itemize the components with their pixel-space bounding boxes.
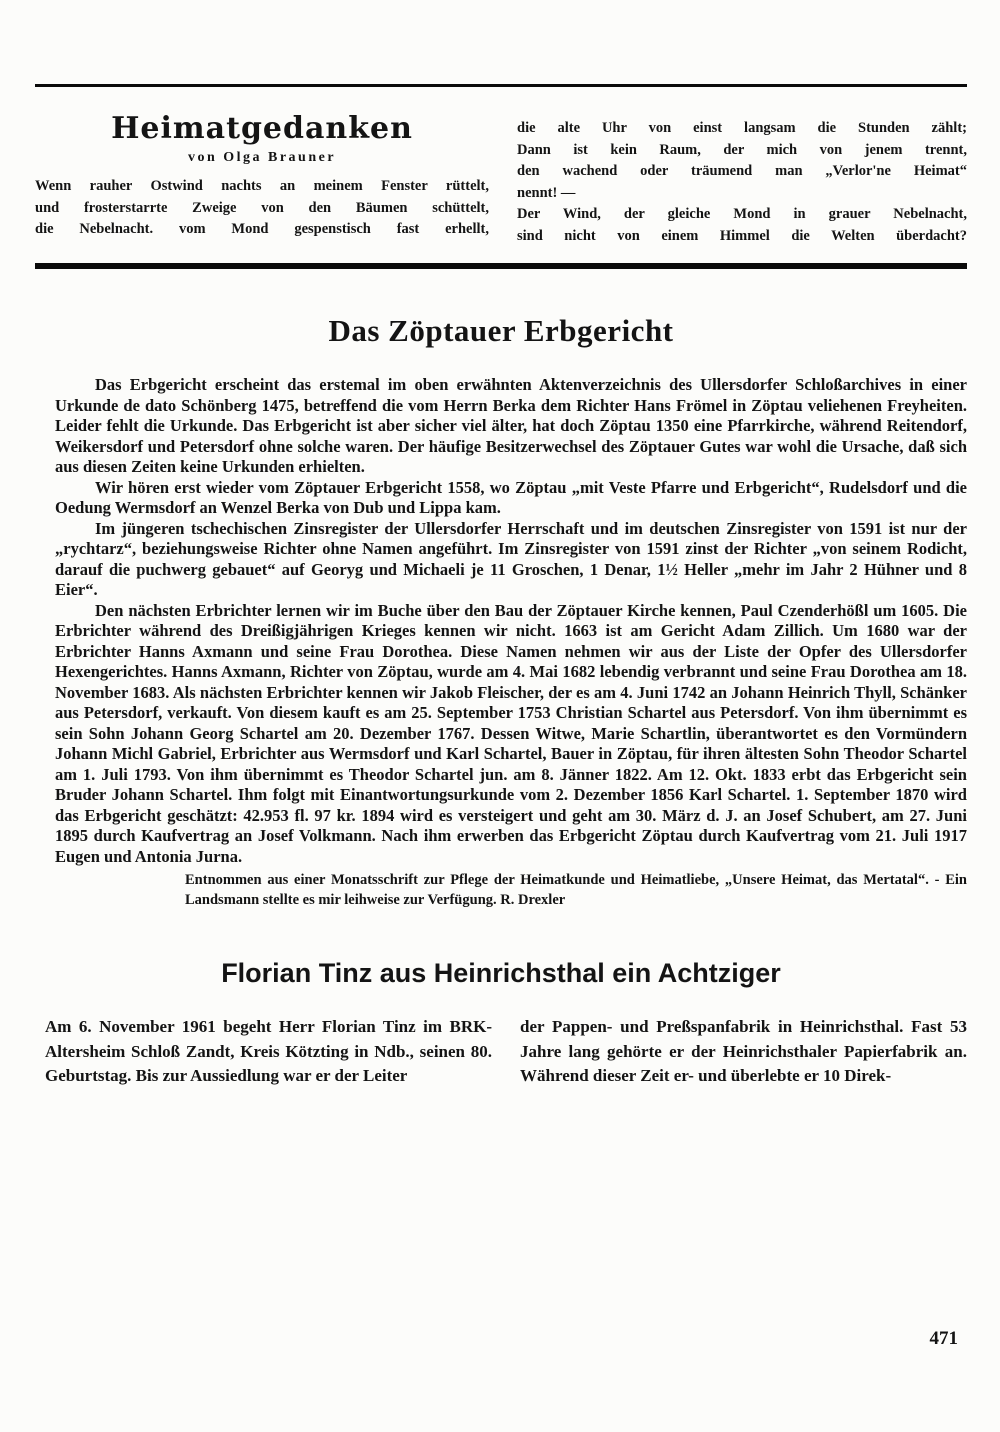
poem-line: Dann ist kein Raum, der mich von jenem trennt, [517,141,967,158]
article2-right-column: der Pappen- und Preßspanfabrik in Heinrichsthal. Fast 53 Jahre lang gehörte er der Heinrichsthaler Papierfabrik an. Während dieser Zeit er- und überlebte er 10 Direk- [520,1017,967,1085]
poem-line: die Nebelnacht. vom Mond gespenstisch fast erhellt, [35,221,489,237]
poem-line: nennt! — [517,184,576,201]
poem-line: die alte Uhr von einst langsam die Stunden zählt; [517,120,967,136]
article-paragraph: Wir hören erst wieder vom Zöptauer Erbgericht 1558, wo Zöptau „mit Veste Pfarre und Erbgericht“, Rudelsdorf und die Oedung Wermsdorf an Wenzel Berka von Dub und Lippa kam. [55,477,967,517]
poem-line: Wenn rauher Ostwind nachts an meinem Fenster rüttelt, [35,178,489,194]
poem-line: den wachend oder träumend man „Verlor'ne Heimat“ [517,163,967,179]
masthead-byline: von Olga Brauner [187,150,337,165]
article2-body [45,1015,967,1089]
section-divider-rule [35,263,967,269]
article2-left-column: Am 6. November 1961 begeht Herr Florian Tinz im BRK-Altersheim Schloß Zandt, Kreis Kötzting in Ndb., seinen 80. Geburtstag. Bis zur Aussiedlung war er der Leiter [45,1017,492,1085]
poem-line: und frosterstarrte Zweige von den Bäumen schüttelt, [35,199,489,216]
masthead [35,87,967,263]
page-number: 471 [929,1328,958,1349]
article2-title: Florian Tinz aus Heinrichsthal ein Achtziger [221,958,781,988]
article-source-credit: Entnommen aus einer Monatsschrift zur Pflege der Heimatkunde und Heimatliebe, „Unsere Heimat, das Mertatal“. - Ein Landsmann stellte es mir leihweise zur Verfügung. R. Drexler [185,872,967,908]
article-title: Das Zöptauer Erbgericht [328,313,674,348]
masthead-right-column [517,111,967,247]
article-paragraph: Das Erbgericht erscheint das erstemal im oben erwähnten Aktenverzeichnis des Ullersdorfer Schloßarchives in einer Urkunde de dato Schönberg 1475, betreffend die vom Herrn Berka dem Richter Hans Frömel in Zöptau veliehenen Freyheiten. Leider fehlt die Urkunde. Das Erbgericht ist aber sicher viel älter, hat doch Zöptau 1350 eine Pfarrkirche, während Reitendorf, Weikersdorf und Petersdorf ohne solche waren. Der häufige Besitzerwechsel des Zöptauer Gutes war wohl die Ursache, daß sich aus diesen Zeiten keine Urkunden erhielten. [55,375,967,476]
masthead-left-column [35,111,489,247]
poem-left [35,176,489,241]
poem-line: Der Wind, der gleiche Mond in grauer Nebelnacht, [517,206,967,222]
poem-line: sind nicht von einem Himmel die Welten überdacht? [517,227,967,244]
article-paragraph: Im jüngeren tschechischen Zinsregister der Ullersdorfer Herrschaft und im deutschen Zinsregister von 1591 ist nur der „rychtarz“, beziehungsweise Richter ohne Namen angeführt. Im Zinsregister von 1591 zinst der Richter „von seinem Rodicht, darauf die puchwerg gebauet“ auf Georyg und Michaeli je 11 Groschen, 1 Denar, 1½ Heller „mehr im Jahr 2 Hühner und 8 Eier“. [55,518,967,599]
article-body [55,375,967,910]
article-paragraph: Den nächsten Erbrichter lernen wir im Buche über den Bau der Zöptauer Kirche kennen, Paul Czenderhößl um 1605. Die Erbrichter während des Dreißigjährigen Krieges kennen wir nicht. 1663 ist am Gericht Adam Zillich. Um 1680 war der Erbrichter Hanns Axmann und seine Frau Dorothea. Diese Namen nehmen wir aus der Liste der Opfer des Ullersdorfer Hexengerichtes. Hanns Axmann, Richter von Zöptau, wurde am 4. Mai 1682 lebendig verbrannt und seine Frau Dorothea am 18. November 1683. Als nächsten Erbrichter kennen wir Jakob Fleischer, der es am 4. Juni 1742 an Johann Heinrich Thyll, Schänker aus Petersdorf, verkauft. Von diesem kauft es am 25. September 1753 Christian Schartel aus Petersdorf. Von ihm übernimmt es sein Sohn Johann Georg Schartel am 20. Dezember 1767. Dessen Witwe, Marie Schartlin, überantwortet es den Vormündern Johann Michl Gabriel, Erbrichter aus Wermsdorf und Karl Schartel, Bauer in Zöptau, für ihren ältesten Sohn Theodor Schartel am 1. Juli 1793. Von ihm übernimmt es Theodor Schartel jun. am 8. Jänner 1822. Am 12. Okt. 1833 erbt das Erbgericht sein Bruder Johann Schartel. Ihm folgt mit Einantwortungsurkunde vom 2. Dezember 1856 Karl Schartel. 1. September 1870 wird das Erbgericht geschätzt: 42.953 fl. 97 kr. 1894 wird es versteigert und geht am 30. März d. J. an Josef Schubert, am 27. Juni 1895 durch Kaufvertrag an Josef Volkmann. Nach ihm erwerben das Erbgericht Zöptau durch Kaufvertrag vom 21. Juli 1917 Eugen und Antonia Jurna. [55,600,967,866]
masthead-title: Heimatgedanken [111,111,413,146]
